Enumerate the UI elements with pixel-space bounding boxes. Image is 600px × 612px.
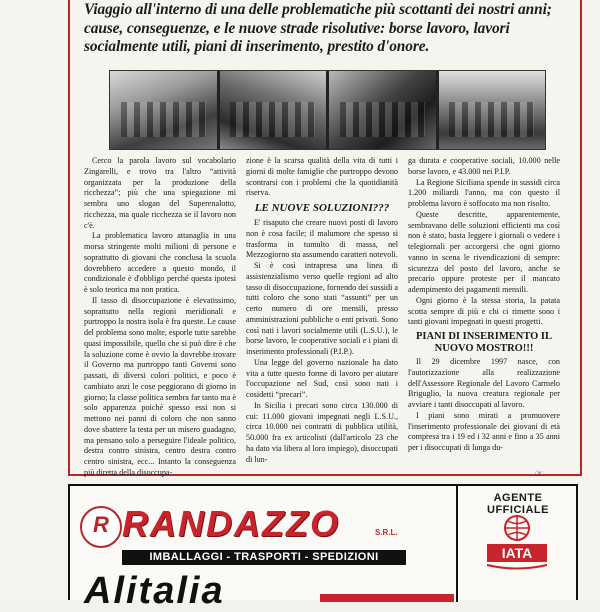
paragraph: Ogni giorno è la stessa storia, la patata scotta sempre di più e chi ci rimette sono i tanti giovani impegnati in questi progetti. (408, 295, 560, 327)
ad-divider (456, 486, 458, 602)
photo-construction-site (110, 71, 217, 149)
paragraph: Una legge del governo nazionale ha dato vita a tutte questo forme di lavoro per aiutare l'occupazione nel Sud, così sono nati i cosidetti “precari”. (246, 357, 398, 399)
article-column-1 (84, 156, 236, 477)
paragraph: Si è così intrapresa una linea di assistenzialismo verso quelle regioni ad alto tasso di disoccupazione, fornendo dei sussidi a tutti coloro che sono stati “assunti” per un certo numero di ore mensili, presso amministrazioni pubbliche o enti privati. Sono così nati i lavori socialmente utili (L.S.U.), le borse lavoro, le cooperative sociali e i piani di inserimento professionali (P.I.P.). (246, 261, 398, 356)
iata-logo-icon (482, 510, 552, 572)
ad-company-suffix: S.R.L. (375, 528, 398, 537)
randazzo-advertisement (68, 484, 578, 612)
photo-workshop (329, 71, 436, 149)
paragraph: In Sicilia i precari sono circa 130.000 di cui: 11.000 giovani impegnati negli L.S.U., circa 10.000 nei contratti di pubblica utilità, 50.000 fra ex articolisti (dall'articolo 23 che ha dato via libera al loro impiego), disoccupati di lun- (246, 400, 398, 464)
paragraph: La problematica lavoro attanaglia in una morsa stringente molti milioni di persone e soprattutto di giovani che conclusa la scuola dovrebbero accedere a questo mondo, il condizionale è d'obbligo perché questa ipotesi è solo teorica ma non pratica. (84, 231, 236, 294)
ad-agent-label: AGENTE UFFICIALE (487, 492, 549, 516)
photo-workers (220, 71, 327, 149)
article-column-2 (246, 156, 398, 466)
paragraph: La Regione Siciliana spende in sussidi circa 1.200 miliardi l'anno, ma con questo il problema lavoro è soffocato ma non risolto. (408, 177, 560, 208)
subheading-nuove-soluzioni: LE NUOVE SOLUZIONI??? (254, 202, 390, 214)
ad-services-banner: IMBALLAGGI - TRASPORTI - SPEDIZIONI (122, 550, 406, 565)
article-body (84, 156, 560, 477)
ad-brand-name: RANDAZZO (122, 503, 340, 544)
paragraph: I piani sono mirati a promuovere l'inserimento professionale dei giovani di età compresa tra i 19 ed i 32 anni e fino a 35 anni per i disoccupati di lunga du- (408, 410, 560, 452)
randazzo-logo-icon (80, 506, 122, 548)
paragraph: Queste descritte, apparentemente, sembravano delle soluzioni efficienti ma così non è stato, basta leggere i giornali o vedere i telegiornali per accorgersi che ogni giorno vanno in scena le rivendicazioni di sempre: sicurezza del posto del lavoro, anche se precario oppure proteste per il mancato adempimento dei pagamenti mensili. (408, 209, 560, 294)
paragraph: Il 29 dicembre 1997 nasce, con l'autorizzazione alla realizzazione dell'Assessore Regionale del Lavoro Carmelo Briguglio, la nuova creatura regionale per avviare i tanti disoccupati al lavoro. (408, 357, 560, 409)
paragraph: zione è la scarsa qualità della vita di tutti i giorni di molte famiglie che purtroppo devono scontrarsi con i problemi che la quotidianità riserva. (246, 156, 398, 198)
paragraph: Il tasso di disoccupazione è elevatissimo, soprattutto nella regioni meridionali e purtroppo la nostra isola è fra queste. Le cause del problema sono molte, esporle tutte sarebbe quasi impossibile, quello che si può dire è che la soluzione come è ovvio la dovrebbe trovare il Governo ma purtroppo tanti Governi sono passati, di diversi colori politici, e poco è cambiato anzi le cose peggiorano di giorno in giorno; la classe politica sembra far tanto ma è solo apparenza poiché spesso essi non si mettono nei panni di coloro che non sanno dove sbattere la testa per un misero guadagno, ma pensano solo a perseguire l'ideale politico, destra contro sinistra, centro destra contro centro sinistra, ecc... Intanto la conseguenza più diretta della disoccupa- (84, 295, 236, 477)
ad-red-bar (320, 594, 454, 602)
paragraph: E' risaputo che creare nuovi posti di lavoro non è cosa facile; il malumore che spesso si trasforma in tumulto di massa, nel Mezzogiorno sta assumendo caratteri notevoli. (246, 218, 398, 260)
logo-letter: R (93, 512, 109, 537)
paragraph: ga durata e cooperative sociali, 10.000 nelle borse lavoro, e 43.000 nei P.I.P. (408, 156, 560, 176)
continue-pointer-icon: ☞ (534, 468, 543, 478)
photo-strip (109, 70, 546, 150)
article-column-3 (408, 156, 560, 466)
subheading-piani-inserimento: PIANI DI INSERIMENTO IL NUOVO MOSTRO!!! (415, 331, 553, 354)
paragraph: Cerco la parola lavoro sul vocabolario Zingarelli, e trovo tra l'altro “attività organizzata per la produzione della ricchezza”; più che una spiegazione mi sembra uno slogan del Superenalotto, ricchezza, ma quale ricchezza se il lavoro non c'è. (84, 156, 236, 230)
photo-scaffolding (439, 71, 546, 149)
ad-alitalia-logo: Alitalia (84, 570, 225, 612)
iata-text: IATA (501, 545, 533, 561)
article-headline: Viaggio all'interno di una delle problematiche più scottanti dei nostri anni; cause, conseguenze, e le nuove strade risolutive: borse lavoro, lavori socialmente utili, piani di inserimento, prestito d'onore. (84, 1, 552, 56)
